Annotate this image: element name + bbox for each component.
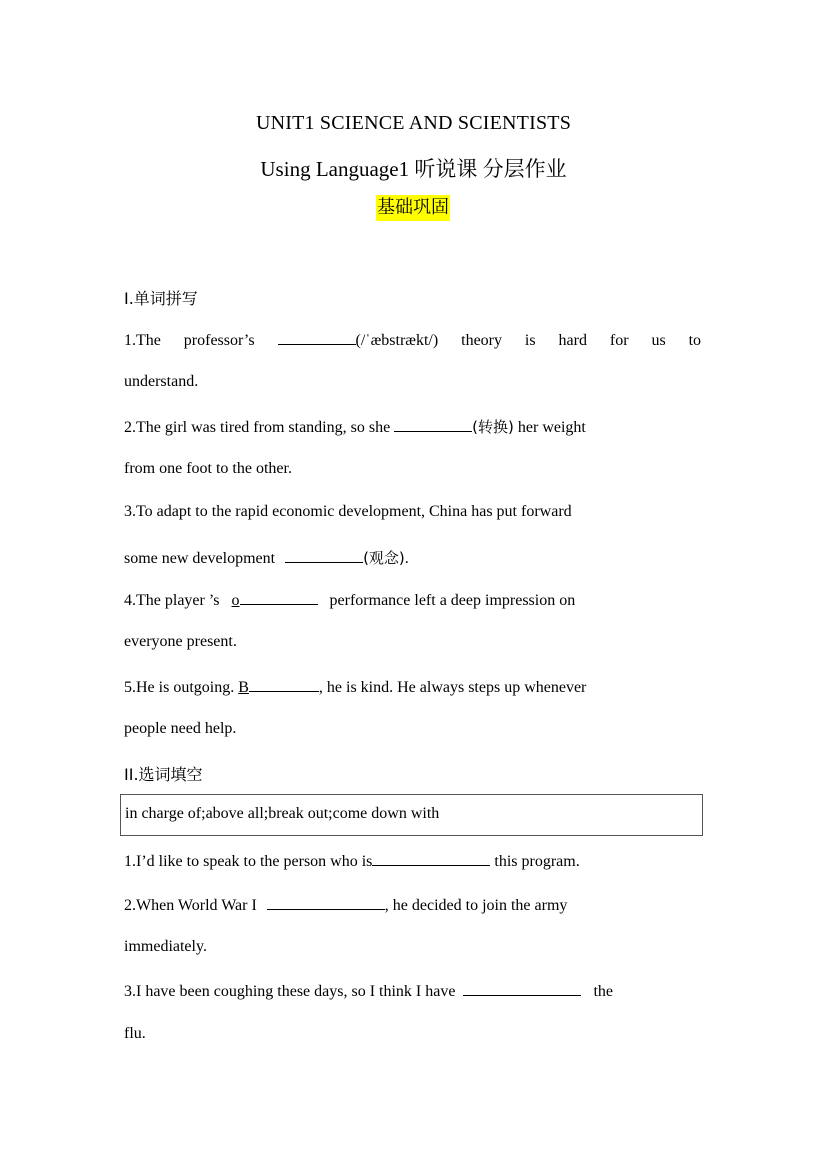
question-2-line: 2.The girl was tired from standing, so she (转换) her weight xyxy=(124,415,701,439)
fill-question-1-line: 1.I’d like to speak to the person who is this program. xyxy=(124,849,701,873)
answer-blank[interactable] xyxy=(267,893,385,910)
question-4-continuation: everyone present. xyxy=(124,633,237,650)
fill-question-3-line: 3.I have been coughing these days, so I think I have the xyxy=(124,979,701,1003)
word-bank-text: in charge of;above all;break out;come down with xyxy=(125,805,440,822)
question-1-continuation: understand. xyxy=(124,373,199,390)
fill-question-2-line: 2.When World War I , he decided to join the army xyxy=(124,893,701,917)
word-bank-box xyxy=(120,794,703,836)
fill-question-3-continuation: flu. xyxy=(124,1025,146,1042)
question-5-line: 5.He is outgoing. B , he is kind. He always steps up whenever xyxy=(124,675,701,699)
answer-blank[interactable] xyxy=(285,546,363,563)
document-title: UNIT1 SCIENCE AND SCIENTISTS xyxy=(255,112,572,134)
answer-blank[interactable] xyxy=(278,328,356,345)
answer-blank[interactable] xyxy=(249,675,319,692)
document-subtitle: Using Language1 听说课 分层作业 xyxy=(260,157,567,181)
question-2-continuation: from one foot to the other. xyxy=(124,460,292,477)
question-3-continuation: some new development (观念). xyxy=(124,546,701,570)
answer-blank[interactable] xyxy=(463,979,581,996)
question-5-continuation: people need help. xyxy=(124,720,237,737)
question-3-line: 3.To adapt to the rapid economic development, China has put forward xyxy=(124,503,572,520)
fill-question-2-continuation: immediately. xyxy=(124,938,207,955)
section-heading-fill-in: II.选词填空 xyxy=(124,765,203,784)
answer-blank[interactable] xyxy=(394,415,472,432)
answer-blank[interactable] xyxy=(372,849,490,866)
question-1-line: 1.The professor’s (/ˈæbstrækt/) theory is hard for us to xyxy=(124,328,701,352)
level-tag: 基础巩固 xyxy=(376,195,450,221)
answer-blank[interactable] xyxy=(240,588,318,605)
question-4-line: 4.The player ’s o performance left a deep impression on xyxy=(124,588,701,612)
section-heading-spelling: I.单词拼写 xyxy=(124,289,198,308)
